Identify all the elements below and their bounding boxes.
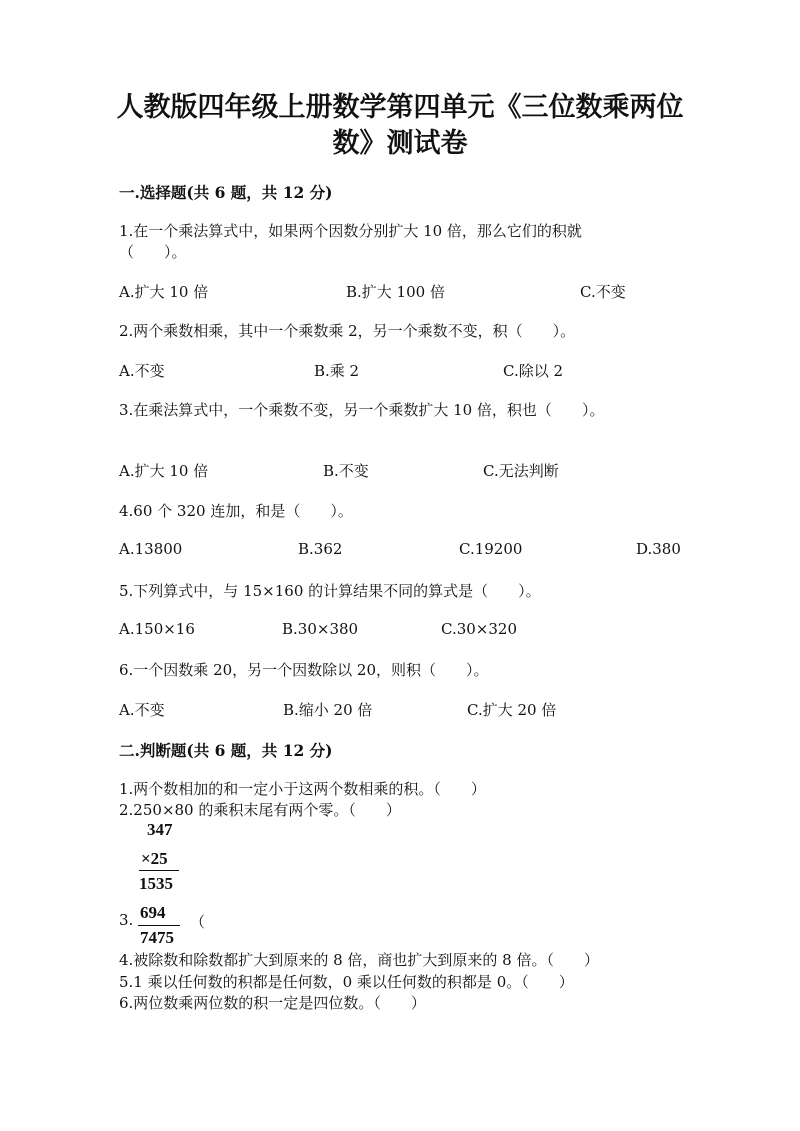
section-heading-true-false: 二.判断题(共 6 题，共 12 分)	[119, 741, 333, 760]
question-1-option-a[interactable]: A.扩大 10 倍	[119, 283, 209, 301]
question-4-option-c[interactable]: C.19200	[459, 540, 523, 558]
question-4-stem: 4.60 个 320 连加，和是（ ）。	[119, 502, 353, 520]
question-1-option-b[interactable]: B.扩大 100 倍	[346, 283, 445, 301]
calc-rule-1	[139, 870, 179, 871]
question-2-option-b[interactable]: B.乘 2	[314, 362, 360, 380]
question-4-option-d[interactable]: D.380	[636, 540, 681, 558]
question-3-option-a[interactable]: A.扩大 10 倍	[119, 462, 209, 480]
judge-item-3-suffix: （	[190, 913, 206, 931]
question-1-option-c[interactable]: C.不变	[580, 283, 626, 301]
calc-partial-product-1: 1535	[139, 874, 173, 893]
section-heading-multiple-choice: 一.选择题(共 6 题，共 12 分)	[119, 183, 333, 202]
calc-result: 7475	[140, 928, 174, 947]
question-6-option-b[interactable]: B.缩小 20 倍	[283, 701, 373, 719]
question-6-stem: 6.一个因数乘 20，另一个因数除以 20，则积（ ）。	[119, 661, 489, 679]
question-2-option-a[interactable]: A.不变	[119, 362, 165, 380]
judge-item-3-prefix: 3.	[119, 911, 134, 929]
judge-item-2: 2.250×80 的乘积末尾有两个零。（ ）	[119, 801, 401, 819]
question-1-stem: 1.在一个乘法算式中，如果两个因数分别扩大 10 倍，那么它们的积就	[119, 222, 582, 240]
question-5-option-c[interactable]: C.30×320	[441, 620, 517, 638]
question-2-option-c[interactable]: C.除以 2	[503, 362, 564, 380]
judge-item-1: 1.两个数相加的和一定小于这两个数相乘的积。（ ）	[119, 780, 486, 798]
question-4-option-b[interactable]: B.362	[298, 540, 343, 558]
question-5-option-b[interactable]: B.30×380	[282, 620, 359, 638]
question-2-stem: 2.两个乘数相乘，其中一个乘数乘 2，另一个乘数不变，积（ ）。	[119, 322, 576, 340]
judge-item-5: 5.1 乘以任何数的积都是任何数，0 乘以任何数的积都是 0。（ ）	[119, 973, 574, 991]
question-3-option-c[interactable]: C.无法判断	[483, 462, 559, 480]
question-6-option-a[interactable]: A.不变	[119, 701, 165, 719]
question-5-option-a[interactable]: A.150×16	[119, 620, 195, 638]
page-title-line-2: 数》测试卷	[332, 128, 468, 159]
page-title-line-1: 人教版四年级上册数学第四单元《三位数乘两位	[116, 92, 684, 123]
question-1-stem-cont: （ ）。	[119, 243, 187, 261]
question-5-stem: 5.下列算式中，与 15×160 的计算结果不同的算式是（ ）。	[119, 582, 541, 600]
question-6-option-c[interactable]: C.扩大 20 倍	[467, 701, 557, 719]
calc-partial-product-2: 694	[140, 903, 166, 922]
judge-item-4: 4.被除数和除数都扩大到原来的 8 倍，商也扩大到原来的 8 倍。（ ）	[119, 951, 599, 969]
judge-item-6: 6.两位数乘两位数的积一定是四位数。（ ）	[119, 994, 426, 1012]
calc-multiplicand: 347	[147, 820, 173, 839]
question-4-option-a[interactable]: A.13800	[119, 540, 183, 558]
calc-rule-2	[138, 925, 180, 926]
question-3-stem: 3.在乘法算式中，一个乘数不变，另一个乘数扩大 10 倍，积也（ ）。	[119, 401, 605, 419]
calc-multiplier: ×25	[141, 849, 168, 868]
question-3-option-b[interactable]: B.不变	[323, 462, 369, 480]
